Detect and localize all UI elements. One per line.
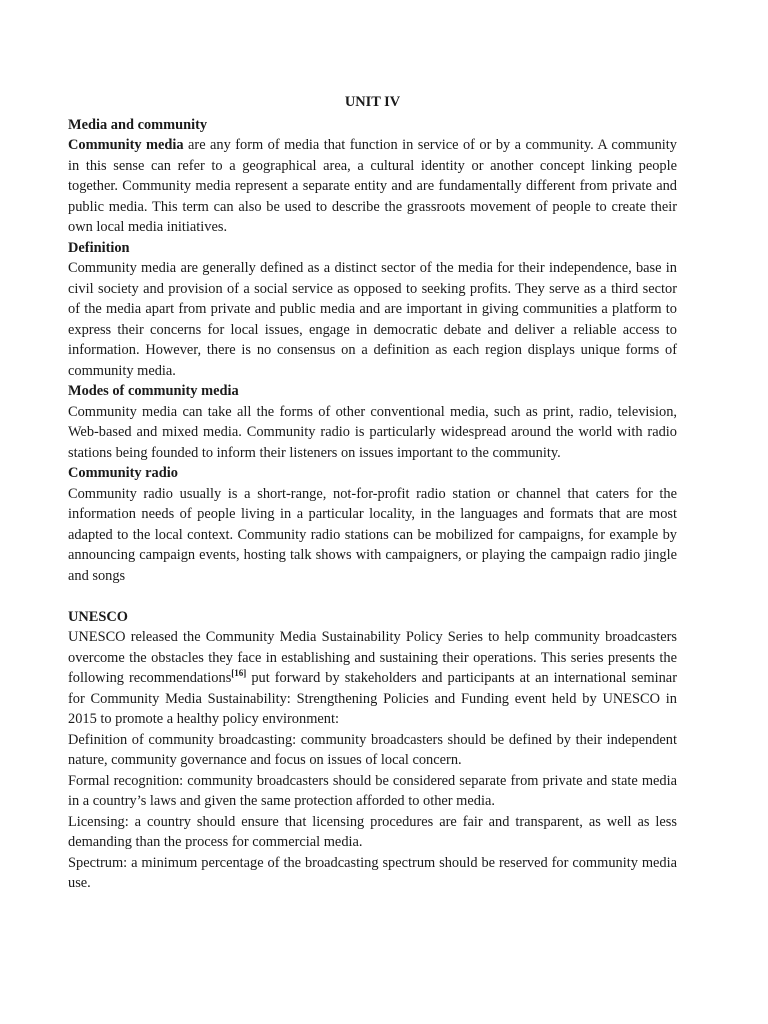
paragraph-definition: Community media are generally defined as a distinct sector of the media for their independence, base in civil society and provision of a social service as opposed to seeking profits. They serve as a third sector of the media apart from private and public media and are important in giving communities a platform to express their concerns for local issues, engage in democratic debate and deliver a reliable access to information. However, there is no consensus on a definition as each region displays unique forms of community media. xyxy=(68,260,677,379)
lead-term: Community media xyxy=(68,137,184,153)
document-page xyxy=(68,92,677,894)
page-title: UNIT IV xyxy=(344,94,401,110)
paragraph-text: UNESCO released the Community Media Sustainability Policy Series to help community broadcasters overcome the obstacles they face in establishing and sustaining their operations. This series presents the following recommendations xyxy=(68,629,677,686)
heading-unesco: UNESCO xyxy=(68,608,128,625)
paragraph-modes: Community media can take all the forms of other conventional media, such as print, radio, television, Web-based and mixed media. Community radio is particularly widespread around the world with radio stations being founded to inform their listeners on issues important to the community. xyxy=(68,403,677,461)
recommendation-item: Spectrum: a minimum percentage of the broadcasting spectrum should be reserved for community media use. xyxy=(68,854,677,891)
paragraph-community-radio: Community radio usually is a short-range, not-for-profit radio station or channel that caters for the information needs of people living in a particular locality, in the languages and formats that are most adapted to the local context. Community radio stations can be mobilized for campaigns, for example by announcing campaign events, hosting talk shows with campaigners, or playing the campaign radio jingle and songs xyxy=(68,485,677,584)
heading-modes: Modes of community media xyxy=(68,383,239,399)
paragraph-community-media xyxy=(68,135,677,238)
recommendation-item: Formal recognition: community broadcasters should be considered separate from private and state media in a country’s laws and given the same protection afforded to other media. xyxy=(68,772,677,809)
paragraph-text: put forward by stakeholders and participants at an international seminar for Community Media Sustainability: Strengthening Policies and Funding event held by UNESCO in 2015 to promote a healthy policy environment: xyxy=(68,670,677,727)
recommendation-item: Licensing: a country should ensure that licensing procedures are fair and transparent, as well as less demanding than the process for commercial media. xyxy=(68,813,677,850)
reference-marker: [16] xyxy=(231,668,247,678)
recommendation-item: Definition of community broadcasting: community broadcasters should be defined by their independent nature, community governance and focus on issues of local concern. xyxy=(68,731,677,768)
heading-definition: Definition xyxy=(68,239,130,256)
heading-community-radio: Community radio xyxy=(68,465,178,481)
section-gap xyxy=(68,586,677,607)
paragraph-unesco xyxy=(68,627,677,730)
heading-media-community: Media and community xyxy=(68,116,208,133)
paragraph-text: are any form of media that function in service of or by a community. A community in this sense can refer to a geographical area, a cultural identity or another concept linking people together. Community media represent a separate entity and are fundamentally different from private and public media. This term can also be used to describe the grassroots movement of people to create their own local media initiatives. xyxy=(68,137,677,235)
